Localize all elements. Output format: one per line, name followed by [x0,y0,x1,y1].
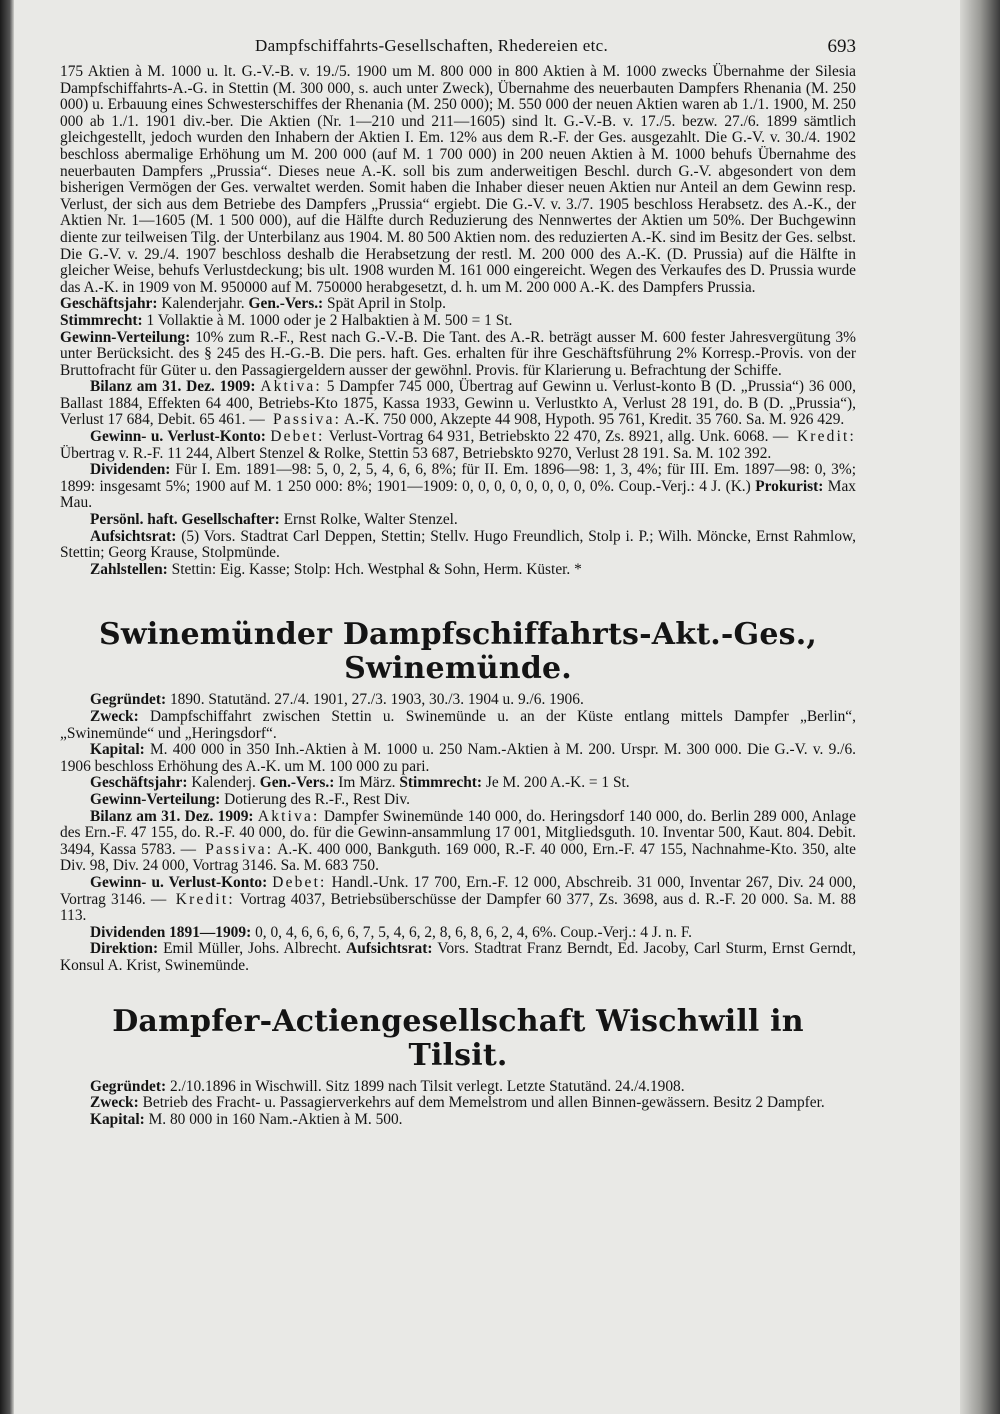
bilanz-label: Bilanz am 31. Dez. 1909: [90,807,254,825]
gewinnverteilung-label: Gewinn-Verteilung: [90,790,221,808]
page-content [60,28,856,1128]
persoenl-label: Persönl. haft. Gesellschafter: [90,511,280,529]
page-right-edge [960,0,1000,1414]
stimmrecht-text: Je M. 200 A.-K. = 1 St. [485,774,630,792]
geschaeftsjahr-label: Geschäftsjahr: [60,295,158,313]
zweck-text: Dampfschiffahrt zwischen Stettin u. Swinemünde u. an der Küste entlang mittels Dampfer „Berlin“, „Swinemünde“ und „Heringsdorf“. [60,708,856,742]
stimmrecht-text: 1 Vollaktie à M. 1000 oder je 2 Halbaktien à M. 500 = 1 St. [146,311,513,329]
guv-kredit-label: — Kredit: [150,890,235,908]
zweck-label: Zweck: [90,1094,139,1112]
page-number: 693 [827,36,856,57]
section2-kapital [60,742,856,775]
section2-bilanz [60,809,856,875]
genvers-label: Gen.-Vers.: [259,774,335,792]
section2-geschaeftsjahr [60,775,856,792]
prokurist-text: Max Mau. [60,477,856,512]
section2-guv [60,875,856,925]
section1-intro: 175 Aktien à M. 1000 u. lt. G.-V.-B. v. 19./5. 1900 um M. 800 000 in 800 Aktien à M. 1000 zwecks Übernahme der Silesia Dampfschiffahrts-A.-G. in Stettin (M. 300 000, s. auch unter Zweck), Übernahme des neuerbauten Dampfers Rhenania (M. 250 000) u. Erbauung eines Schwesterschiffes der Rhenania (M. 250 000); M. 550 000 der neuen Aktien waren ab 1./1. 1900, M. 250 000 ab 1./1. 1901 div.-ber. Die Aktien (Nr. 1—210 und 211—1605) sind lt. G.-V.-B. v. 17./5. bezw. 27./6. 1899 sämtlich gleichgestellt, jedoch wurden den Inhabern der Aktien I. Em. 12% aus dem R.-F. der Ges. ausgezahlt. Die G.-V. v. 30./4. 1902 beschloss abermalige Erhöhung um M. 200 000 (auf M. 1 700 000) in 200 neuen Aktien à M. 1000 behufs Übernahme des neuerbauten Dampfers „Prussia“. Dieses neue A.-K. soll bis zum anderweitigen Beschl. durch G.-V. abgesondert von dem bisherigen Vermögen der Ges. verwaltet werden. Somit haben die Inhaber dieser neuen Aktien nur Anteil an dem Gewinn resp. Verlust, der sich aus dem Betriebe des Dampfers „Prussia“ ergiebt. Die G.-V. v. 3./7. 1905 beschloss Herabsetz. des A.-K., der Aktien Nr. 1—1605 (M. 1 500 000), auf die Hälfte durch Reduzierung des Nennwertes der Aktien um 50%. Der Buchgewinn diente zur teilweisen Tilg. der Unterbilanz aus 1904. M. 80 500 Aktien nom. des reduzierten A.-K. sind im Besitz der Ges. selbst. Die G.-V. v. 29./4. 1907 beschloss deshalb die Herabsetzung der restl. M. 200 000 des A.-K. (D. Prussia) auf die Hälfte in gleicher Weise, behufs Verlustdeckung; bis ult. 1908 wurden M. 161 000 eingereicht. Wegen des Verkaufes des D. Prussia wurde das A.-K. in 1909 von M. 950000 auf M. 750000 herabgesetzt, d. h. um M. 200 000 A.-K. des Dampfers Prussia. [60,63,856,296]
guv-debet-text: Handl.-Unk. 17 700, Ern.-F. 12 000, Abschreib. 31 000, Inventar 267, Div. 24 000, Vortrag 3146. [60,873,856,908]
gegruendet-label: Gegründet: [90,691,167,709]
guv-kredit-text: Übertrag v. R.-F. 11 244, Albert Stenzel & Rolke, Stettin 53 687, Betriebskto 9270, Verlust 28 191. Sa. M. 102 392. [60,444,772,462]
direktion-label: Direktion: [90,940,159,958]
section3-zweck [60,1095,856,1112]
aufsichtsrat-text: (5) Vors. Stadtrat Carl Deppen, Stettin; Stellv. Hugo Freundlich, Stolp i. P.; Wilh. Möncke, Ernst Rahmlow, Stettin; Georg Krause, Stolpmünde. [60,527,856,562]
guv-debet-label: Debet: [272,873,327,891]
kapital-label: Kapital: [90,1110,145,1128]
section3-kapital [60,1112,856,1129]
prokurist-label: Prokurist: [755,477,824,495]
running-head [60,28,856,64]
section1-bilanz [60,379,856,429]
section2-direktion [60,941,856,974]
dividenden-label: Dividenden 1891—1909: [90,923,252,941]
geschaeftsjahr-label: Geschäftsjahr: [90,774,188,792]
section3-gegruendet [60,1079,856,1096]
zahlstellen-text: Stettin: Eig. Kasse; Stolp: Hch. Westphal & Sohn, Herm. Küster. * [171,560,582,578]
section1-zahlstellen [60,562,856,579]
geschaeftsjahr-text: Kalenderjahr. [161,295,245,313]
gegruendet-text: 1890. Statutänd. 27./4. 1901, 27./3. 1903, 30./3. 1904 u. 9./6. 1906. [169,691,584,709]
section1-stimmrecht [60,313,856,330]
section1-persoenl [60,512,856,529]
zweck-text: Betrieb des Fracht- u. Passagierverkehrs auf dem Memelstrom und allen Binnen-gewässern. Besitz 2 Dampfer. [142,1094,825,1112]
direktion-text: Emil Müller, Johs. Albrecht. [163,940,342,958]
guv-debet-label: Debet: [270,428,325,446]
dividenden-text: 0, 0, 4, 6, 6, 6, 6, 7, 5, 4, 6, 2, 8, 6, 8, 6, 2, 4, 6%. Coup.-Verj.: 4 J. n. F. [255,923,693,941]
section2-zweck [60,709,856,742]
genvers-label: Gen.-Vers.: [248,295,324,313]
guv-label: Gewinn- u. Verlust-Konto: [90,428,266,446]
aufsichtsrat-label: Aufsichtsrat: [90,527,177,545]
zahlstellen-label: Zahlstellen: [90,560,168,578]
zweck-label: Zweck: [90,708,139,725]
gewinnverteilung-text: 10% zum R.-F., Rest nach G.-V.-B. Die Tant. des A.-R. beträgt ausser M. 600 fester Jahresvergütung 3% unter Berücksicht. des § 245 des H.-G.-B. Die pers. haft. Ges. erhalten für ihre Geschäftsführung 2% Korresp.-Provis. von der Bruttofracht für Güter u. den Passagiergeldern ausser der gewöhnl. Provis. für Klarierung u. Befrachtung der Schiffe. [60,328,856,379]
stimmrecht-label: Stimmrecht: [60,311,143,329]
guv-debet-text: Verlust-Vortrag 64 931, Betriebskto 22 470, Zs. 8921, allg. Unk. 6068. [328,428,769,446]
page-left-edge [0,0,14,1414]
section2-gegruendet [60,692,856,709]
kapital-text: M. 400 000 in 350 Inh.-Aktien à M. 1000 u. 250 Nam.-Aktien à M. 200. Urspr. M. 300 000. Die G.-V. v. 9./6. 1906 beschloss Erhöhung des A.-K. um M. 100 000 zu pari. [60,741,856,775]
kapital-text: M. 80 000 in 160 Nam.-Aktien à M. 500. [148,1110,403,1128]
section1-aufsichtsrat [60,529,856,562]
persoenl-text: Ernst Rolke, Walter Stenzel. [283,511,458,529]
company-title-wischwill: Dampfer-Actiengesellschaft Wischwill in Tilsit. [112,1003,804,1073]
genvers-text: Im März. [338,774,396,792]
bilanz-label: Bilanz am 31. Dez. 1909: [90,378,256,396]
section1-dividenden [60,462,856,512]
bilanz-passiva-text: A.-K. 750 000, Akzepte 44 908, Hypoth. 95 761, Kredit. 35 760. Sa. M. 926 429. [344,411,845,429]
section2-dividenden [60,925,856,942]
running-title: Dampfschiffahrts-Gesellschaften, Rhedereien etc. [255,36,608,55]
dividenden-label: Dividenden: [90,461,171,479]
bilanz-aktiva-text: Dampfer Swinemünde 140 000, do. Heringsdorf 140 000, do. Berlin 289 000, Anlage des Ern.-F. 47 155, do. R.-F. 40 000, do. für die Gewinn-ansammlung 17 001, Mitgliedsguth. 10. Inventar 500, Kaut. 804. Debit. 3494, Kassa 5783. [60,807,856,858]
gewinnverteilung-label: Gewinn-Verteilung: [60,328,191,346]
bilanz-aktiva-label: Aktiva: [257,807,320,825]
section1-gewinnverteilung [60,330,856,380]
gegruendet-text: 2./10.1896 in Wischwill. Sitz 1899 nach Tilsit verlegt. Letzte Statutänd. 24./4.1908. [169,1077,685,1095]
geschaeftsjahr-text: Kalenderj. [191,774,256,792]
genvers-text: Spät April in Stolp. [327,295,446,313]
aufsichtsrat-text: Vors. Stadtrat Franz Berndt, Ed. Jacoby, Carl Sturm, Ernst Gerndt, Konsul A. Krist, Swinemünde. [60,940,856,974]
section1-guv [60,429,856,462]
guv-label: Gewinn- u. Verlust-Konto: [90,873,268,891]
section2-gewinnverteilung [60,792,856,809]
aufsichtsrat-label: Aufsichtsrat: [346,940,433,958]
gewinnverteilung-text: Dotierung des R.-F., Rest Div. [224,790,410,808]
gegruendet-label: Gegründet: [90,1077,167,1095]
section1-geschaeftsjahr [60,296,856,313]
stimmrecht-label: Stimmrecht: [399,774,483,792]
guv-kredit-label: — Kredit: [772,428,856,446]
kapital-label: Kapital: [90,741,145,759]
guv-kredit-text: Vortrag 4037, Betriebsüberschüsse der Dampfer 60 377, Zs. 3698, aus d. R.-F. 20 000. Sa. M. 88 113. [60,890,856,925]
company-title-swinemuende: Swinemünder Dampfschiffahrts-Akt.-Ges., Swinemünde. [98,617,818,687]
bilanz-passiva-label: — Passiva: [180,840,274,858]
bilanz-aktiva-label: Aktiva: [260,378,322,396]
bilanz-passiva-label: — Passiva: [249,411,342,429]
dividenden-text: Für I. Em. 1891—98: 5, 0, 2, 5, 4, 6, 6, 8%; für II. Em. 1896—98: 1, 3, 4%; für III. Em. 1897—98: 0, 3%; 1899: insgesamt 5%; 1900 auf M. 1 250 000: 8%; 1901—1909: 0, 0, 0, 0, 0, 0, 0, 0, 0%. Coup.-Verj.: 4 J. (K.) [60,461,856,495]
bilanz-passiva-text: A.-K. 400 000, Bankguth. 169 000, R.-F. 40 000, Ern.-F. 47 155, Nachnahme-Kto. 350, alte Div. 98, Div. 24 000, Vortrag 3146. Sa. M. 683 750. [60,840,856,875]
bilanz-aktiva-text: 5 Dampfer 745 000, Übertrag auf Gewinn u. Verlust-konto B (D. „Prussia“) 36 000, Ballast 1884, Effekten 64 400, Betriebs-Kto 1875, Kassa 1933, Gewinn u. Verlustkto A, Verlust 28 191, do. B (D. „Prussia“), Verlust 17 684, Debit. 65 461. [60,378,856,429]
